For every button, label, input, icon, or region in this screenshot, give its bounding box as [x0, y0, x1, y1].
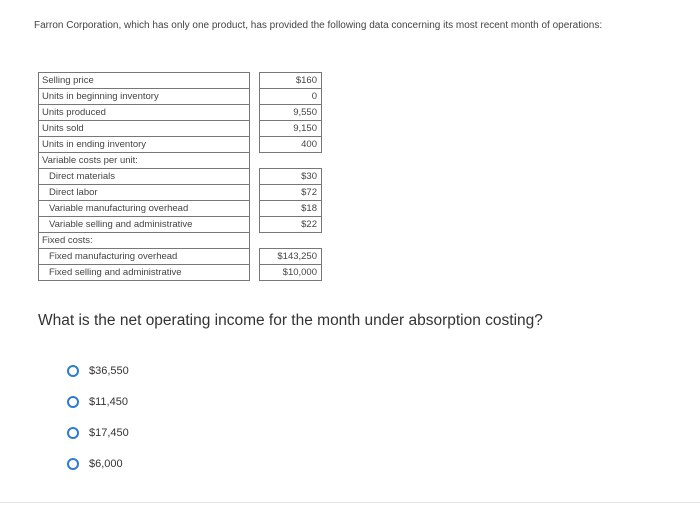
- row-value: 0: [260, 89, 322, 105]
- answer-option[interactable]: [67, 355, 129, 386]
- table-row: [39, 217, 322, 233]
- row-value: $18: [260, 201, 322, 217]
- row-label: Variable costs per unit:: [39, 153, 250, 169]
- answer-option-label[interactable]: $11,450: [89, 395, 128, 408]
- row-value: 400: [260, 137, 322, 153]
- answer-option[interactable]: [67, 386, 129, 417]
- row-label: Fixed selling and administrative: [39, 265, 250, 281]
- table-row: [39, 89, 322, 105]
- row-label: Fixed costs:: [39, 233, 250, 249]
- table-row: [39, 121, 322, 137]
- row-label: Units in ending inventory: [39, 137, 250, 153]
- table-row: [39, 185, 322, 201]
- radio-button[interactable]: [67, 458, 79, 470]
- row-label: Units produced: [39, 105, 250, 121]
- table-row: [39, 249, 322, 265]
- row-label: Selling price: [39, 73, 250, 89]
- row-value: $143,250: [260, 249, 322, 265]
- question-intro: Farron Corporation, which has only one product, has provided the following data concerning its most recent month of operations:: [34, 20, 603, 31]
- answer-option[interactable]: [67, 448, 129, 479]
- row-label: Units in beginning inventory: [39, 89, 250, 105]
- row-value: $30: [260, 169, 322, 185]
- row-label: Variable selling and administrative: [39, 217, 250, 233]
- radio-button[interactable]: [67, 427, 79, 439]
- row-value: $22: [260, 217, 322, 233]
- data-table: [38, 72, 322, 281]
- answer-option-label[interactable]: $17,450: [89, 426, 129, 439]
- row-value: 9,550: [260, 105, 322, 121]
- answer-option[interactable]: [67, 417, 129, 448]
- table-row: [39, 105, 322, 121]
- radio-button[interactable]: [67, 365, 79, 377]
- table-row: [39, 201, 322, 217]
- row-label: Direct labor: [39, 185, 250, 201]
- table-row: [39, 233, 322, 249]
- answer-option-label[interactable]: $6,000: [89, 457, 123, 470]
- answer-options: [67, 355, 129, 479]
- row-value: $72: [260, 185, 322, 201]
- row-label: Variable manufacturing overhead: [39, 201, 250, 217]
- table-row: [39, 137, 322, 153]
- row-value: $10,000: [260, 265, 322, 281]
- row-value: [260, 233, 322, 249]
- row-value: [260, 153, 322, 169]
- row-label: Fixed manufacturing overhead: [39, 249, 250, 265]
- table-row: [39, 169, 322, 185]
- question-text: What is the net operating income for the month under absorption costing?: [38, 312, 543, 329]
- table-row: [39, 73, 322, 89]
- row-label: Direct materials: [39, 169, 250, 185]
- divider: [0, 502, 700, 503]
- radio-button[interactable]: [67, 396, 79, 408]
- table-row: [39, 153, 322, 169]
- row-label: Units sold: [39, 121, 250, 137]
- table-row: [39, 265, 322, 281]
- row-value: 9,150: [260, 121, 322, 137]
- row-value: $160: [260, 73, 322, 89]
- answer-option-label[interactable]: $36,550: [89, 364, 129, 377]
